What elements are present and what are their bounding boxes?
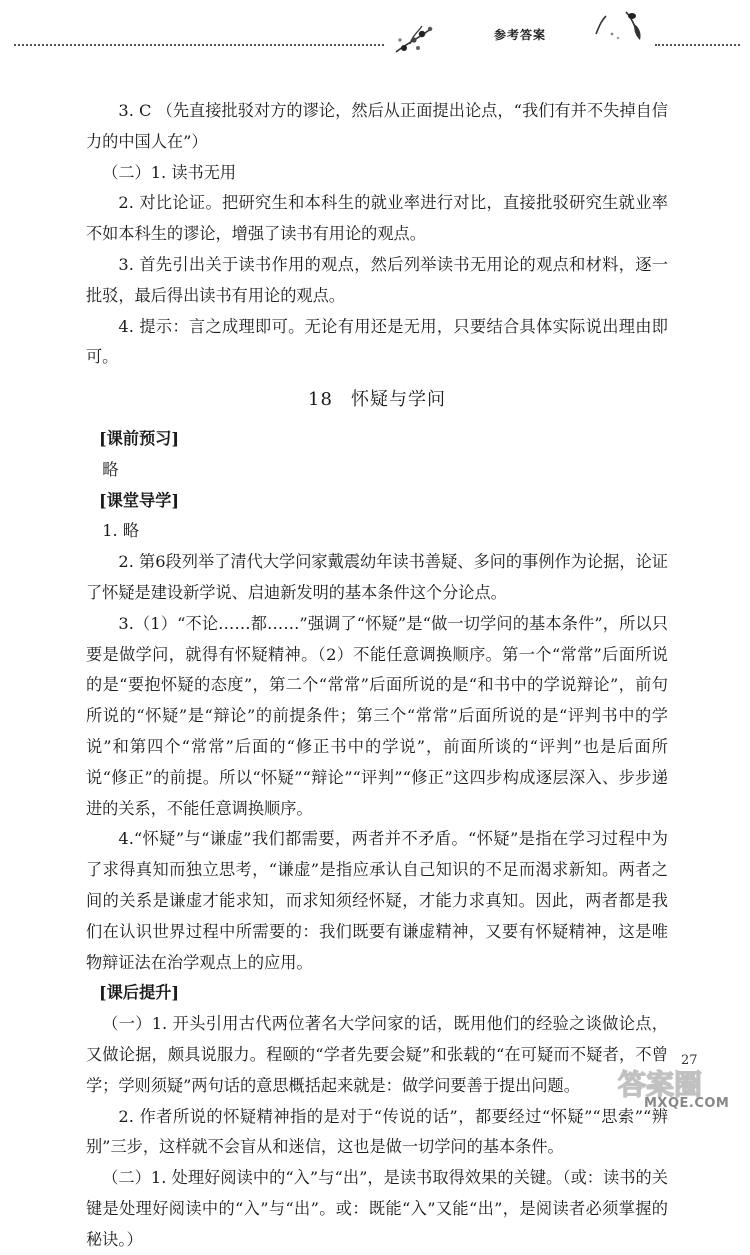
chapter-number: 18 — [308, 389, 333, 411]
header-rule-left — [14, 44, 384, 46]
chapter-title — [86, 385, 668, 416]
class-item: 2. 第6段列举了清代大学问家戴震幼年读书善疑、多问的事例作为论据，论证了怀疑是建设新学说、启迪新发明的基本条件这个分论点。 — [86, 552, 668, 602]
watermark-brand: 答案圈 — [618, 1068, 703, 1101]
class-item: 1. 略 — [102, 521, 139, 541]
class-item: 3.（1）“不论……都……”强调了“怀疑”是“做一切学问的基本条件”，所以只要是做学问，就得有怀疑精神。（2）不能任意调换顺序。第一个“常常”后面所说的是“要抱怀疑的态度”，第二个“常常”后面所说的是“和书中的学说辩论”，前句所说的“怀疑”是“辩论”的前提条件；第三个“常常”后面所说的是“评判书中的学说”和第四个“常常”后面的“修正书中的学说”，前面所谈的“评判”也是后面所说“修正”的前提。所以“怀疑”“辩论”“评判”“修正”这四步构成逐层深入、步步递进的关系，不能任意调换顺序。 — [86, 613, 668, 818]
watermark-url: MXQE.COM — [644, 1096, 730, 1111]
after-item: （二）1. 处理好阅读中的“入”与“出”，是读书取得效果的关键。（或：读书的关键是处理好阅读中的“入”与“出”。或：既能“入”又能“出”，是阅读者必须掌握的秘诀。） — [86, 1168, 668, 1249]
preview-answer: 略 — [102, 459, 119, 479]
answer-paragraph: 2. 对比论证。把研究生和本科生的就业率进行对比，直接批驳研究生就业率不如本科生的谬论，增强了读书有用论的观点。 — [86, 193, 668, 244]
answer-paragraph: 4. 提示：言之成理即可。无论有用还是无用，只要结合具体实际说出理由即可。 — [86, 316, 668, 367]
answer-content — [86, 96, 668, 1255]
plum-blossom-ornament-icon — [392, 18, 444, 58]
bird-branch-ornament-icon — [590, 6, 652, 46]
answer-paragraph: 3. C （先直接批驳对方的谬论，然后从正面提出论点，“我们有并不失掉自信力的中国人在”） — [86, 101, 668, 151]
after-item: 2. 作者所说的怀疑精神指的是对于“传说的话”，都要经过“怀疑”“思索”“辨别”三步，这样就不会盲从和迷信，这也是做一切学问的基本条件。 — [86, 1106, 668, 1157]
section-heading-after: [课后提升] — [98, 983, 180, 1003]
answer-paragraph: （二）1. 读书无用 — [102, 162, 237, 182]
header-rule-right — [655, 44, 740, 46]
page-number: 27 — [681, 1053, 698, 1068]
section-heading-preview: [课前预习] — [98, 428, 180, 448]
section-heading-class: [课堂导学] — [98, 490, 180, 510]
chapter-name: 怀疑与学问 — [350, 389, 446, 411]
after-item: （一）1. 开头引用古代两位著名大学问家的话，既用他们的经验之谈做论点，又做论据，颇具说服力。程颐的“学者先要会疑”和张载的“在可疑而不疑者，不曾学；学则须疑”两句话的意思概括起来就是：做学问要善于提出问题。 — [86, 1014, 668, 1095]
header-title: 参考答案 — [494, 28, 547, 42]
answer-paragraph: 3. 首先引出关于读书作用的观点，然后列举读书无用论的观点和材料，逐一批驳，最后得出读书有用论的观点。 — [86, 254, 668, 305]
class-item: 4.“怀疑”与“谦虚”我们都需要，两者并不矛盾。“怀疑”是指在学习过程中为了求得真知而独立思考，“谦虚”是指应承认自己知识的不足而渴求新知。两者之间的关系是谦虚才能求知，而求知须经怀疑，才能力求真知。因此，两者都是我们在认识世界过程中所需要的：我们既要有谦虚精神，又要有怀疑精神，这是唯物辩证法在治学观点上的应用。 — [86, 829, 668, 972]
